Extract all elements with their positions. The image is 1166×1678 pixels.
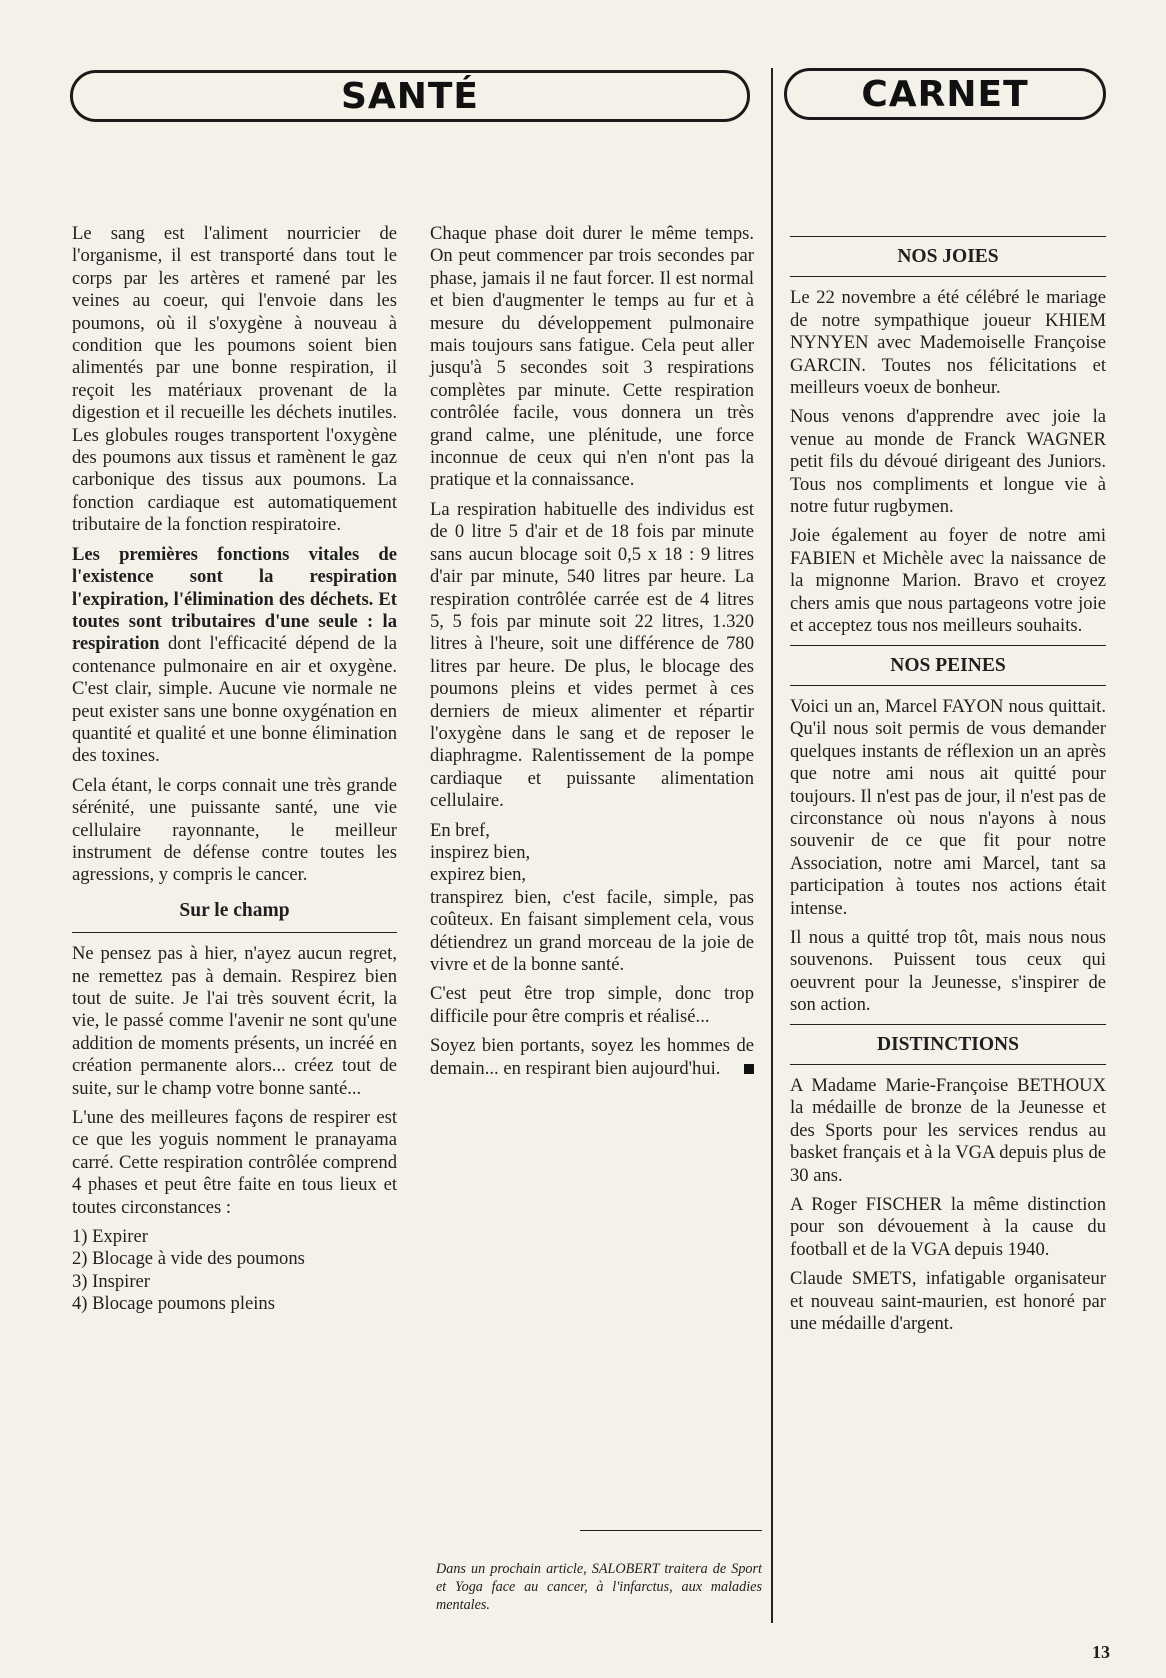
text: transpirez bien, c'est facile, simple, pas coûteux. En faisant simplement cela, vous détiendrez un grand morceau de la joie de vivre et de la bonne santé.: [430, 886, 754, 975]
column-3: [790, 236, 1106, 1342]
page-number: 13: [1092, 1642, 1110, 1662]
note-rule: [580, 1530, 762, 1531]
text: expirez bien,: [430, 864, 527, 886]
paragraph: Le 22 novembre a été célébré le mariage de notre sympathique joueur KHIEM NYNYEN avec Mademoiselle Françoise GARCIN. Toutes nos félicitations et meilleurs voeux de bonheur.: [790, 287, 1106, 399]
section-distinctions: [790, 1024, 1106, 1065]
end-mark-icon: [744, 1064, 754, 1074]
paragraph: Joie également au foyer de notre ami FABIEN et Michèle avec la naissance de la mignonne Marion. Bravo et croyez chers amis que nous partageons votre joie et acceptez tous nos meilleurs souhaits.: [790, 525, 1106, 637]
list-item: 3) Inspirer: [72, 1270, 150, 1292]
list-item: 4) Blocage poumons pleins: [72, 1293, 275, 1315]
paragraph: A Madame Marie-Françoise BETHOUX la médaille de bronze de la Jeunesse et des Sports pour les services rendus au basket français et à la VGA depuis plus de 30 ans.: [790, 1075, 1106, 1186]
text: Soyez bien portants, soyez les hommes de demain... en respirant bien aujourd'hui.: [430, 1035, 754, 1079]
list-item: 1) Expirer: [72, 1226, 148, 1248]
paragraph: Cela étant, le corps connait une très grande sérénité, une puissante santé, une vie cellulaire rayonnante, le meilleur instrument de défense contre toutes les agressions, y compris le cancer.: [72, 774, 397, 886]
paragraph: A Roger FISCHER la même distinction pour son dévouement à la cause du football et de la VGA depuis 1940.: [790, 1194, 1106, 1260]
text: En bref,: [430, 819, 490, 841]
footnote: Dans un prochain article, SALOBERT traitera de Sport et Yoga face au cancer, à l'infarctus, aux maladies mentales.: [436, 1561, 762, 1613]
column-1: [72, 223, 397, 1316]
list-item: 2) Blocage à vide des poumons: [72, 1248, 305, 1270]
column-2: [430, 223, 754, 1087]
rule: [72, 932, 397, 933]
paragraph: Il nous a quitté trop tôt, mais nous nous souvenons. Puissent tous ceux qui oeuvrent pour la Jeunesse, s'inspirer de son action.: [790, 926, 1106, 1016]
subhead-sur-le-champ: Sur le champ: [179, 899, 290, 921]
section-nos-peines: [790, 645, 1106, 686]
paragraph: Ne pensez pas à hier, n'ayez aucun regret, ne remettez pas à demain. Respirez bien tout de suite. Je l'ai très souvent écrit, la vie, le passé comme l'avenir ne sont qu'une addition de moments présents, un incréé en création permanente alors... créez tout de suite, sur le champ votre bonne santé...: [72, 943, 397, 1099]
column-divider: [771, 68, 773, 1623]
header-carnet: CARNET: [784, 68, 1106, 120]
steps-list: [72, 1226, 397, 1316]
paragraph: [430, 1035, 754, 1080]
bold-text: Les premières fonctions vitales de l'existence sont la respiration l'expiration, l'élimination des déchets. Et toutes sont tributaires d'une seule : la respiration: [72, 543, 397, 655]
paragraph: Chaque phase doit durer le même temps. On peut commencer par trois secondes par phase, jamais il ne faut forcer. Il est normal et bien d'augmenter le temps au fur et à mesure du développement pulmonaire mais toujours sans fatigue. Cela peut aller jusqu'à 5 secondes soit 3 respirations complètes par minute. Cette respiration contrôlée facile, vous donnera un très grand calme, une plénitude, une force inconnue de ceux qui n'en n'ont pas la pratique et la connaissance.: [430, 223, 754, 491]
paragraph: [430, 820, 754, 977]
paragraph: Nous venons d'apprendre avec joie la venue au monde de Franck WAGNER petit fils du dévoué dirigeant des Juniors. Tous nos compliments et longue vie à notre futur rugbymen.: [790, 406, 1106, 518]
subhead-nos-peines: NOS PEINES: [890, 654, 1006, 676]
paragraph: Voici un an, Marcel FAYON nous quittait. Qu'il nous soit permis de vous demander quelques instants de réflexion un an après que notre ami nous ait quitté pour toujours. Il n'est pas de jour, il n'est pas de circonstance où nous n'ayons à nous souvenir de ce que fit pour notre Association, notre ami Marcel, tant sa participation à toutes nos actions était intense.: [790, 695, 1106, 919]
text: dont l'efficacité dépend de la contenance pulmonaire en air et oxygène. C'est clair, simple. Aucune vie normale ne peut exister sans une bonne oxygénation en quantité et qualité et une bonne élimination des toxines.: [72, 633, 397, 767]
paragraph: C'est peut être trop simple, donc trop difficile pour être compris et réalisé...: [430, 983, 754, 1027]
section-nos-joies: [790, 236, 1106, 277]
paragraph: [72, 544, 397, 768]
subhead-distinctions: DISTINCTIONS: [877, 1033, 1019, 1055]
paragraph: Claude SMETS, infatigable organisateur et nouveau saint-maurien, est honoré par une médaille d'argent.: [790, 1268, 1106, 1335]
paragraph: La respiration habituelle des individus est de 0 litre 5 d'air et de 18 fois par minute sans aucun blocage soit 0,5 x 18 : 9 litres d'air par minute, 540 litres par heure. La respiration contrôlée carrée est de 4 litres 5, 5 fois par minute soit 22 litres, 1.320 litres à l'heure, soit une différence de 780 litres par heure. De plus, le blocage des poumons pleins et vides permet à ces derniers de mieux alimenter et répartir l'oxygène dans le sang et de reposer le diaphragme. Ralentissement de la pompe cardiaque et puissante alimentation cellulaire.: [430, 498, 754, 812]
subhead-nos-joies: NOS JOIES: [897, 246, 999, 267]
paragraph: Le sang est l'aliment nourricier de l'organisme, il est transporté dans tout le corps par les artères et ramené par les veines au coeur, qui l'envoie dans les poumons, où il s'oxygène à nouveau à condition que les poumons soient bien alimentés par une bonne respiration, il reçoit les matériaux provenant de la digestion et il recueille les déchets inutiles. Les globules rouges transportent l'oxygène des poumons aux tissus et ramènent le gaz carbonique des tissus aux poumons. La fonction cardiaque est automatiquement tributaire de la fonction respiratoire.: [72, 223, 397, 536]
header-sante: SANTÉ: [70, 70, 750, 122]
paragraph: L'une des meilleures façons de respirer est ce que les yoguis nomment le pranayama carré. Cette respiration contrôlée comprend 4 phases et peut être faite en tous lieux et toutes circonstances :: [72, 1107, 397, 1218]
text: inspirez bien,: [430, 841, 531, 863]
